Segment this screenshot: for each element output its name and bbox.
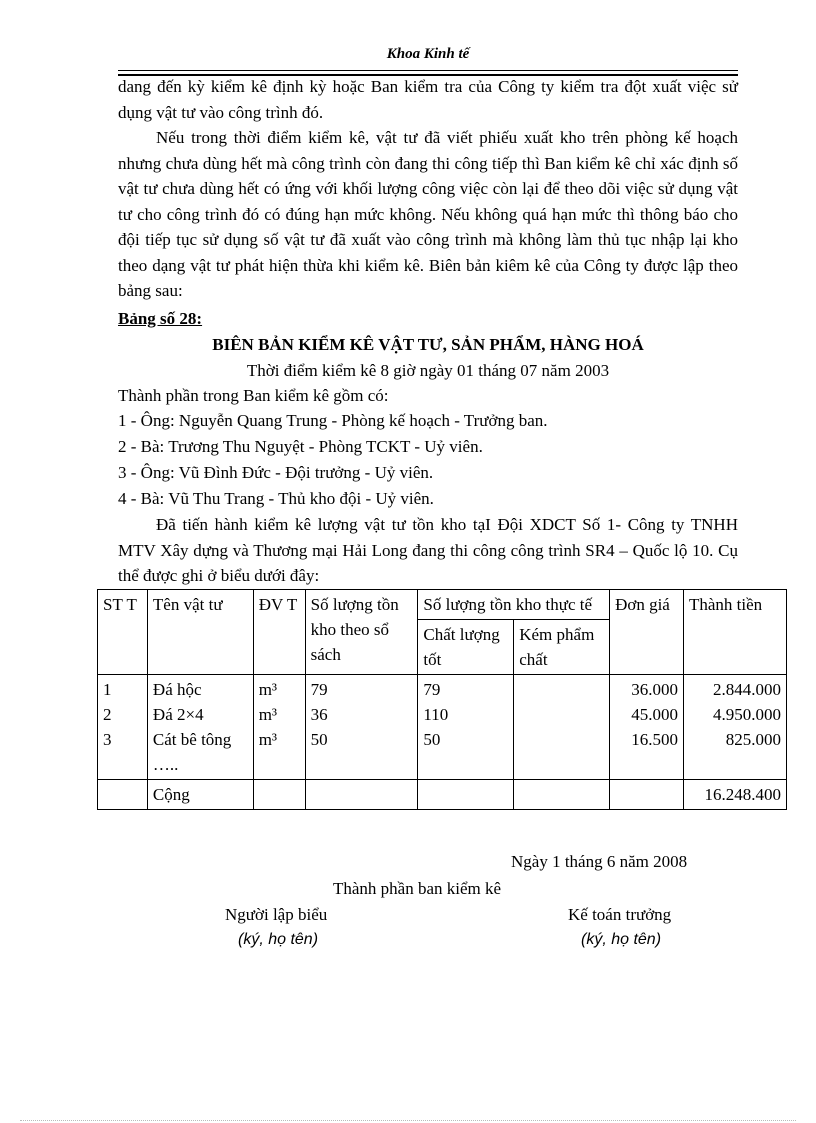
paragraph-continued: dang đến kỳ kiểm kê định kỳ hoặc Ban kiểm tra của Công ty kiểm tra đột xuất việc sử dụng vật tư vào công trình đó. [118,77,738,122]
stt-column [98,675,148,780]
cell-book-quantity: 79 [310,680,328,699]
cell-material-name: Cát bê tông [152,730,232,749]
cell-book-quantity: 50 [310,730,328,749]
amount-column [684,675,787,780]
cell-material-name: Đá hộc [152,680,202,699]
cell-stt: 3 [103,730,112,749]
signature-right-title: Kế toán trưởng [568,905,672,924]
cell-amount: 825.000 [725,730,781,749]
total-amount: 16.248.400 [684,780,787,810]
committee-member-1: 1 - Ông: Nguyễn Quang Trung - Phòng kế hoạch - Trưởng ban. [118,411,548,430]
good-quantity-column [418,675,514,780]
inventory-table [97,589,787,810]
cell-unit-price: 45.000 [631,705,678,724]
cell-unit-price: 16.500 [631,730,678,749]
cell-stt: 2 [103,705,112,724]
name-column [147,675,253,780]
cell-ellipsis: ….. [152,755,179,774]
page-bottom-divider [20,1120,796,1121]
poor-quantity-column [514,675,610,780]
committee-intro: Thành phần trong Ban kiểm kê gồm có: [118,386,389,405]
signature-left-title: Người lập biểu [225,905,328,924]
header-rule-thin [118,70,738,71]
header-stt: ST T [98,590,148,675]
table-header-row [98,590,787,620]
signature-left-subtitle: (ký, họ tên) [238,931,319,948]
cell-unit: m³ [258,680,278,699]
cell-amount: 4.950.000 [713,705,781,724]
signature-committee: Thành phần ban kiểm kê [333,879,502,898]
header-unit-price: Đơn giá [610,590,684,675]
header-poor-quality: Kém phẩm chất [514,620,610,675]
signature-date: Ngày 1 tháng 6 năm 2008 [511,852,688,871]
cell-book-quantity: 36 [310,705,328,724]
book-quantity-column [305,675,418,780]
header-amount: Thành tiền [684,590,787,675]
paragraph-inventory-procedure: Nếu trong thời điểm kiểm kê, vật tư đã viết phiếu xuất kho trên phòng kế hoạch nhưng chưa dùng hết mà công trình còn đang thi công tiếp thì Ban kiểm kê chỉ xác định số vật tư chưa dùng hết có ứng với khối lượng công việc còn lại để theo dõi việc sử dụng vật tư cho công trình đó có đúng hạn mức không. Nếu không quá hạn mức thì thông báo cho đội tiếp tục sử dụng số vật tư đã xuất vào công trình mà không làm thủ tục nhập lại kho theo dạng vật tư phát hiện thừa khi kiểm kê. Biên bản kiêm kê của Công ty được lập theo bảng sau: [118,128,738,300]
committee-member-3: 3 - Ông: Vũ Đình Đức - Đội trưởng - Uỷ viên. [118,463,434,482]
table-number-label: Bảng số 28: [118,309,203,328]
header-good-quality: Chất lượng tốt [418,620,514,675]
unit-column [253,675,305,780]
cell-good-quantity: 110 [423,705,449,724]
committee-member-2: 2 - Bà: Trương Thu Nguyệt - Phòng TCKT - Uỷ viên. [118,437,483,456]
report-time: Thời điểm kiểm kê 8 giờ ngày 01 tháng 07 năm 2003 [246,361,610,380]
page-header: Khoa Kinh tế [386,46,470,62]
cell-amount: 2.844.000 [713,680,781,699]
cell-unit-price: 36.000 [631,680,678,699]
cell-unit: m³ [258,705,278,724]
cell-unit: m³ [258,730,278,749]
table-total-row [98,780,787,810]
signature-right-subtitle: (ký, họ tên) [581,931,662,948]
cell-stt: 1 [103,680,112,699]
unit-price-column [610,675,684,780]
report-title: BIÊN BẢN KIỂM KÊ VẬT TƯ, SẢN PHẨM, HÀNG HOÁ [212,335,644,354]
total-label: Cộng [147,780,253,810]
header-book-quantity: Số lượng tồn kho theo sổ sách [305,590,418,675]
committee-member-4: 4 - Bà: Vũ Thu Trang - Thủ kho đội - Uỷ viên. [118,489,434,508]
cell-good-quantity: 79 [423,680,441,699]
inventory-intro-paragraph: Đã tiến hành kiểm kê lượng vật tư tồn kho tạI Đội XDCT Số 1- Công ty TNHH MTV Xây dựng và Thương mại Hải Long đang thi công công trình SR4 – Quốc lộ 10. Cụ thể được ghi ở biểu dưới đây: [118,515,738,585]
header-material-name: Tên vật tư [147,590,253,675]
header-actual-quantity: Số lượng tồn kho thực tế [418,590,610,620]
table-body-row [98,675,787,780]
cell-material-name: Đá 2×4 [152,705,204,724]
cell-good-quantity: 50 [423,730,441,749]
header-unit: ĐV T [253,590,305,675]
